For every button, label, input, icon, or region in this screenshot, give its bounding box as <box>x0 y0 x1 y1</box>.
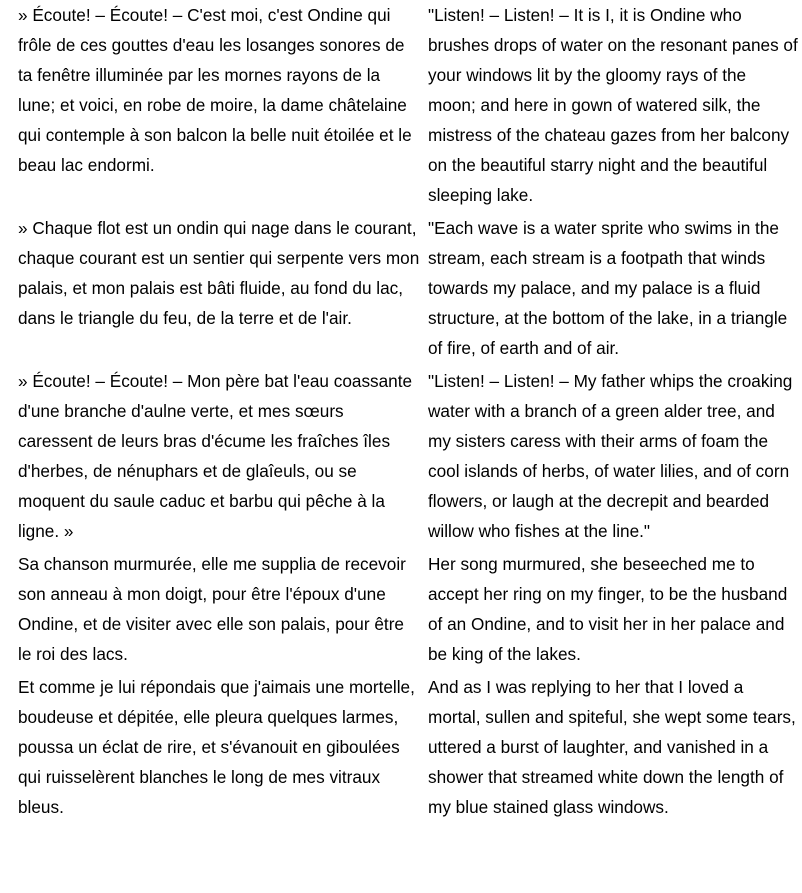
french-text: » Écoute! – Écoute! – C'est moi, c'est Ondine qui frôle de ces gouttes d'eau les losanges sonores de ta fenêtre illuminée par les mornes rayons de la lune; et voici, en robe de moire, la dame châtelaine qui contemple à son balcon la belle nuit étoilée et le beau lac endormi. <box>18 5 412 175</box>
english-text: Her song murmured, she beseeched me to accept her ring on my finger, to be the husband of an Ondine, and to visit her in her palace and be king of the lakes. <box>428 554 788 664</box>
french-text: Sa chanson murmurée, elle me supplia de recevoir son anneau à mon doigt, pour être l'époux d'une Ondine, et de visiter avec elle son palais, pour être le roi des lacs. <box>18 554 406 664</box>
english-text: "Listen! – Listen! – My father whips the croaking water with a branch of a green alder tree, and my sisters caress with their arms of foam the cool islands of herbs, of water lilies, and of corn flowers, or laugh at the decrepit and bearded willow who fishes at the line." <box>428 371 793 541</box>
english-text: And as I was replying to her that I loved a mortal, sullen and spiteful, she wept some tears, uttered a burst of laughter, and vanished in a shower that streamed white down the length of my blue stained glass windows. <box>428 677 796 817</box>
stanza-row <box>16 0 800 213</box>
stanza-row <box>16 672 800 825</box>
stanza-row <box>16 366 800 549</box>
english-text: "Each wave is a water sprite who swims in the stream, each stream is a footpath that winds towards my palace, and my palace is a fluid structure, at the bottom of the lake, in a triangle of fire, of earth and of air. <box>428 218 788 358</box>
french-text: Et comme je lui répondais que j'aimais une mortelle, boudeuse et dépitée, elle pleura quelques larmes, poussa un éclat de rire, et s'évanouit en giboulées qui ruisselèrent blanches le long de mes vitraux bleus. <box>18 677 415 817</box>
bilingual-text-table <box>16 0 800 825</box>
french-text: » Écoute! – Écoute! – Mon père bat l'eau coassante d'une branche d'aulne verte, et mes sœurs caressent de leurs bras d'écume les fraîches îles d'herbes, de nénuphars et de glaîeuls, ou se moquent du saule caduc et barbu qui pêche à la ligne. » <box>18 371 413 541</box>
stanza-row <box>16 213 800 366</box>
stanza-row <box>16 549 800 672</box>
french-text: » Chaque flot est un ondin qui nage dans le courant, chaque courant est un sentier qui serpente vers mon palais, et mon palais est bâti fluide, au fond du lac, dans le triangle du feu, de la terre et de l'air. <box>18 218 420 328</box>
english-text: "Listen! – Listen! – It is I, it is Ondine who brushes drops of water on the resonant panes of your windows lit by the gloomy rays of the moon; and here in gown of watered silk, the mistress of the chateau gazes from her balcony on the beautiful starry night and the beautiful sleeping lake. <box>428 5 798 205</box>
